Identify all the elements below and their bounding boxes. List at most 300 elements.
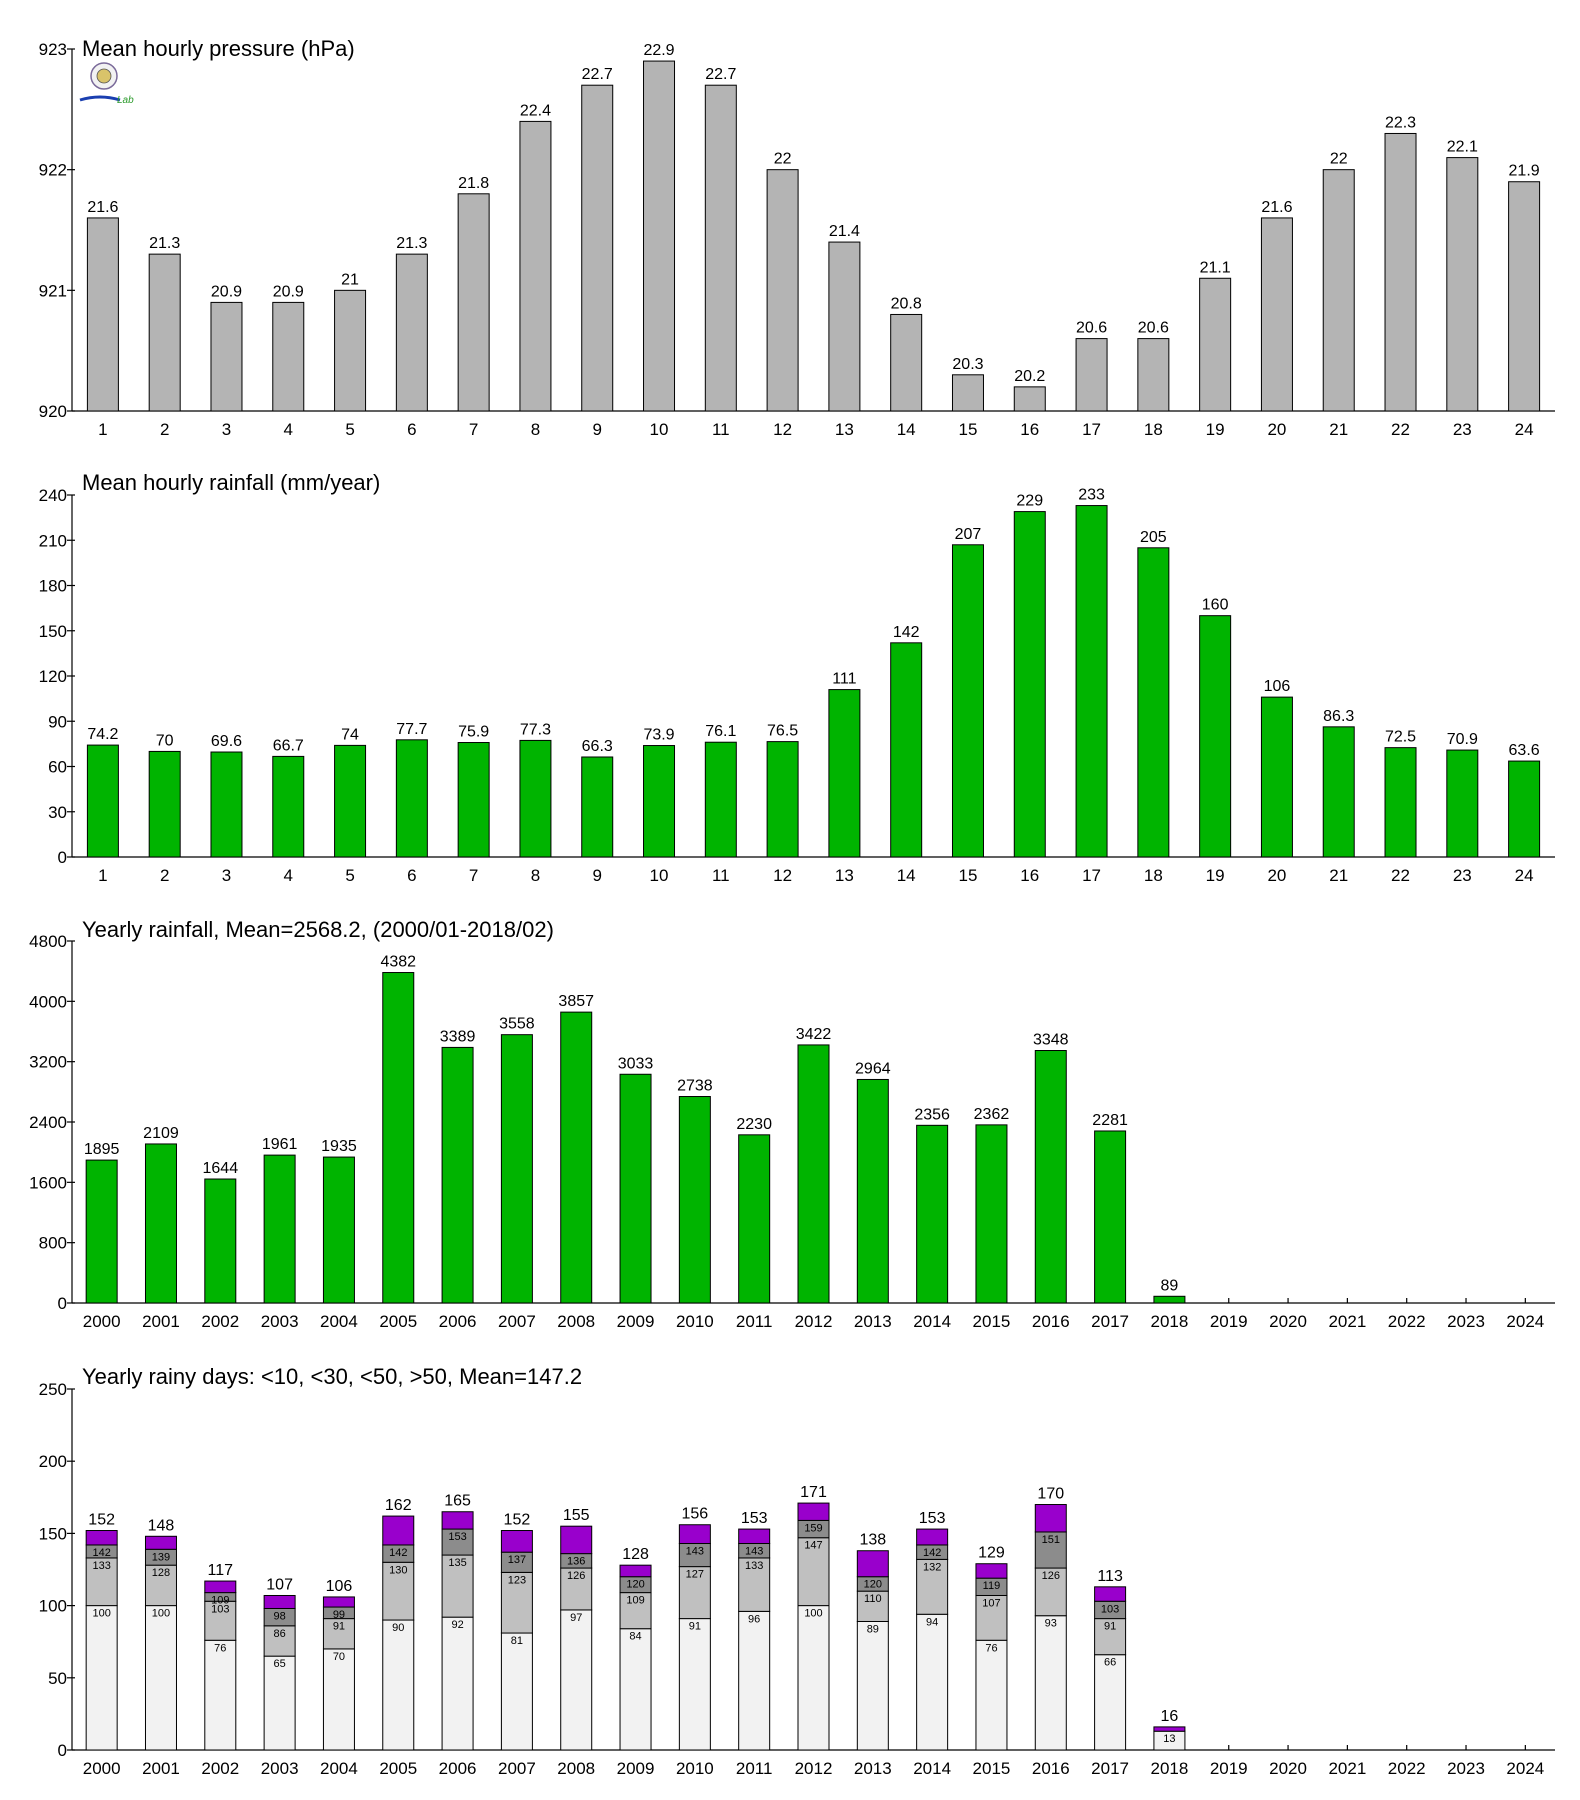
yearly-rain-x-tick-label: 2013 bbox=[853, 1312, 892, 1331]
hourly-rain-bar bbox=[767, 742, 798, 857]
hourly-rain-bar bbox=[335, 745, 366, 857]
hourly-rain-data-label: 76.5 bbox=[767, 722, 799, 740]
yearly-rain-x-tick-label: 2008 bbox=[557, 1312, 596, 1331]
rainy-days-segment-lt10 bbox=[857, 1621, 888, 1750]
rainy-days-segment-label: 76 bbox=[985, 1642, 998, 1655]
hourly-rain-x-tick-label: 3 bbox=[221, 866, 232, 885]
rainy-days-total-label: 152 bbox=[503, 1511, 531, 1529]
pressure-data-label: 22.1 bbox=[1446, 138, 1478, 156]
hourly-rain-x-tick-label: 1 bbox=[98, 866, 108, 885]
pressure-bar bbox=[1385, 133, 1416, 411]
pressure-data-label: 21.1 bbox=[1199, 259, 1231, 277]
rainy-days-x-tick-label: 2005 bbox=[379, 1759, 418, 1778]
rainy-days-segment-gt50 bbox=[145, 1536, 176, 1549]
pressure-data-label: 22.4 bbox=[519, 102, 552, 120]
yearly-rain-y-tick-label: 3200 bbox=[29, 1052, 67, 1072]
rainy-days-x-tick-label: 2023 bbox=[1447, 1759, 1485, 1778]
pressure-bar bbox=[829, 242, 860, 411]
hourly-rain-data-label: 77.7 bbox=[396, 720, 428, 738]
pressure-bar bbox=[149, 254, 180, 411]
rainy-days-segment-label: 76 bbox=[214, 1642, 227, 1655]
hourly-rain-data-label: 106 bbox=[1263, 678, 1291, 696]
hourly-rain-x-tick-label: 7 bbox=[468, 866, 479, 885]
yearly-rain-x-tick-label: 2023 bbox=[1447, 1312, 1485, 1331]
rainy-days-x-tick-label: 2014 bbox=[913, 1759, 952, 1778]
rainy-days-segment-label: 100 bbox=[92, 1607, 111, 1620]
rainy-days-total-label: 162 bbox=[384, 1497, 412, 1515]
rainy-days-segment-lt10 bbox=[1095, 1655, 1126, 1750]
rainy-days-segment-lt10 bbox=[442, 1617, 473, 1750]
yearly-rain-data-label: 4382 bbox=[380, 953, 417, 971]
rainy-days-segment-label: 139 bbox=[151, 1551, 171, 1564]
yearly-rain-bar bbox=[679, 1097, 710, 1303]
rainy-days-segment-label: 90 bbox=[392, 1622, 405, 1635]
rainy-days-segment-lt10 bbox=[561, 1610, 592, 1750]
rainy-days-total-label: 148 bbox=[147, 1517, 175, 1535]
yearly-rain-bar bbox=[857, 1079, 888, 1303]
yearly-rain-x-tick-label: 2004 bbox=[320, 1312, 358, 1331]
rainy-days-x-tick-label: 2003 bbox=[260, 1759, 299, 1778]
hourly-rain-data-label: 63.6 bbox=[1508, 742, 1540, 760]
yearly-rain-data-label: 3033 bbox=[617, 1055, 654, 1073]
pressure-bar bbox=[211, 302, 242, 411]
hourly-rain-bar bbox=[1323, 727, 1354, 857]
rainy-days-segment-gt50 bbox=[917, 1529, 948, 1545]
rainy-days-segment-label: 137 bbox=[507, 1554, 527, 1567]
yearly-rain-bar bbox=[1154, 1296, 1185, 1303]
hourly-rain-y-tick-label: 210 bbox=[38, 531, 67, 551]
yearly-rain-y-tick-label: 2400 bbox=[29, 1113, 67, 1132]
rainy-days-x-tick-label: 2011 bbox=[735, 1759, 773, 1778]
rainy-days-segment-label: 143 bbox=[745, 1545, 764, 1558]
rainy-days-y-tick-label: 200 bbox=[38, 1452, 67, 1472]
rainy-days-y-tick-label: 50 bbox=[48, 1668, 67, 1688]
hourly-rain-y-tick-label: 150 bbox=[38, 621, 67, 641]
rainy-days-segment-gt50 bbox=[501, 1531, 532, 1553]
rainy-days-total-label: 138 bbox=[859, 1531, 887, 1549]
pressure-x-tick-label: 2 bbox=[159, 420, 170, 439]
rainy-days-segment-label: 147 bbox=[804, 1539, 823, 1552]
yearly-rain-x-tick-label: 2015 bbox=[972, 1312, 1011, 1331]
rainy-days-segment-lt10 bbox=[620, 1629, 651, 1750]
hourly-rain-y-tick-label: 0 bbox=[57, 848, 67, 867]
pressure-bar bbox=[767, 170, 798, 411]
pressure-data-label: 20.2 bbox=[1014, 367, 1046, 385]
pressure-chart-title: Mean hourly pressure (hPa) bbox=[82, 36, 355, 61]
hourly-rain-bar bbox=[582, 757, 613, 857]
pressure-data-label: 21.9 bbox=[1508, 162, 1540, 180]
rainy-days-segment-label: 120 bbox=[863, 1578, 882, 1591]
pressure-x-tick-label: 11 bbox=[711, 420, 730, 439]
yearly-rain-x-tick-label: 2024 bbox=[1506, 1312, 1545, 1331]
rainy-days-segment-lt10 bbox=[205, 1640, 236, 1750]
hourly-rain-x-tick-label: 24 bbox=[1514, 866, 1534, 885]
pressure-bar bbox=[1447, 158, 1478, 411]
hourly-rain-bar bbox=[705, 742, 736, 857]
rainy-days-segment-label: 143 bbox=[685, 1545, 705, 1558]
hourly-rain-bar bbox=[458, 743, 489, 857]
hourly-rain-data-label: 73.9 bbox=[643, 726, 675, 744]
yearly-rain-bar bbox=[976, 1125, 1007, 1303]
rainy-days-segment-gt50 bbox=[323, 1597, 354, 1607]
rainy-days-segment-lt10 bbox=[739, 1611, 770, 1750]
hourly-rain-bar bbox=[396, 740, 427, 857]
rainy-days-segment-label: 98 bbox=[273, 1610, 286, 1623]
yearly-rain-x-tick-label: 2007 bbox=[497, 1312, 536, 1331]
rainy-days-segment-label: 66 bbox=[1103, 1656, 1117, 1669]
rainy-days-x-tick-label: 2021 bbox=[1328, 1759, 1367, 1778]
hourly-rain-y-tick-label: 60 bbox=[48, 757, 67, 777]
pressure-data-label: 21.8 bbox=[458, 174, 490, 192]
rainy-days-segment-gt50 bbox=[976, 1564, 1007, 1578]
rainy-days-total-label: 152 bbox=[88, 1511, 116, 1529]
hourly-rain-data-label: 74 bbox=[341, 726, 359, 744]
hourly-rain-y-tick-label: 90 bbox=[48, 712, 67, 732]
yearly-rain-data-label: 3558 bbox=[499, 1015, 535, 1033]
rainy-days-segment-label: 103 bbox=[1100, 1603, 1120, 1616]
rainy-days-segment-gt50 bbox=[857, 1551, 888, 1577]
rainy-days-segment-label: 119 bbox=[982, 1580, 1001, 1593]
hourly-rain-data-label: 229 bbox=[1016, 492, 1044, 510]
rainy-days-segment-lt10 bbox=[1035, 1616, 1066, 1750]
rainy-days-y-tick-label: 250 bbox=[38, 1380, 67, 1399]
pressure-bar bbox=[335, 290, 366, 411]
yearly-rain-data-label: 1961 bbox=[261, 1136, 298, 1154]
pressure-x-tick-label: 12 bbox=[773, 420, 793, 439]
yearly-rain-data-label: 2281 bbox=[1092, 1111, 1128, 1129]
pressure-data-label: 21 bbox=[341, 271, 359, 289]
yearly-rain-bar bbox=[798, 1045, 829, 1303]
rainy-days-segment-gt50 bbox=[1154, 1727, 1185, 1731]
pressure-x-tick-label: 13 bbox=[834, 420, 854, 439]
hourly-rain-data-label: 160 bbox=[1201, 596, 1229, 614]
pressure-x-tick-label: 20 bbox=[1267, 420, 1287, 439]
pressure-bar bbox=[1323, 170, 1354, 411]
rainy-days-segment-label: 142 bbox=[922, 1546, 942, 1559]
rainy-days-segment-label: 86 bbox=[273, 1627, 286, 1640]
yearly-rain-y-tick-label: 4000 bbox=[29, 992, 67, 1012]
pressure-x-tick-label: 19 bbox=[1205, 420, 1225, 439]
rainy-days-segment-gt50 bbox=[264, 1595, 295, 1608]
rainy-days-segment-label: 159 bbox=[804, 1522, 823, 1535]
rainy-days-segment-gt50 bbox=[620, 1565, 651, 1577]
hourly-rain-data-label: 69.6 bbox=[210, 733, 243, 751]
rainy-days-segment-label: 151 bbox=[1041, 1533, 1060, 1546]
yearly-rain-x-tick-label: 2019 bbox=[1209, 1312, 1248, 1331]
yearly-rain-bar bbox=[145, 1144, 176, 1303]
hourly-rain-y-tick-label: 120 bbox=[38, 667, 67, 686]
pressure-data-label: 22.3 bbox=[1384, 114, 1417, 132]
yearly-rain-data-label: 89 bbox=[1160, 1277, 1179, 1295]
yearly-rain-data-label: 1935 bbox=[321, 1138, 357, 1156]
rainy-days-segment-label: 109 bbox=[626, 1594, 645, 1607]
yearly-rainfall-chart bbox=[29, 917, 1555, 1331]
rainy-days-segment-lt10 bbox=[323, 1649, 354, 1750]
rainy-days-total-label: 107 bbox=[266, 1576, 293, 1594]
yearly-rain-bar bbox=[1035, 1051, 1066, 1303]
pressure-x-tick-label: 22 bbox=[1391, 420, 1410, 439]
pressure-y-tick-label: 923 bbox=[38, 40, 67, 59]
rainy-days-segment-gt50 bbox=[561, 1526, 592, 1553]
hourly-rain-bar bbox=[952, 545, 983, 857]
rainy-days-segment-label: 99 bbox=[332, 1609, 346, 1622]
yearly-rain-x-tick-label: 2001 bbox=[142, 1312, 180, 1331]
pressure-x-tick-label: 9 bbox=[592, 420, 602, 439]
pressure-bar bbox=[520, 121, 551, 411]
rainy-days-segment-gt50 bbox=[739, 1529, 770, 1543]
rainy-days-segment-gt50 bbox=[679, 1525, 710, 1544]
hourly-rain-bar bbox=[1014, 512, 1045, 857]
rainy-days-segment-label: 89 bbox=[866, 1623, 879, 1636]
yearly-rain-bar bbox=[205, 1179, 236, 1303]
lab-logo-text: Lab bbox=[117, 95, 134, 106]
pressure-bar bbox=[273, 302, 304, 411]
hourly-rain-data-label: 70.9 bbox=[1446, 731, 1478, 749]
rainy-days-segment-label: 135 bbox=[448, 1557, 467, 1570]
rainy-days-segment-label: 130 bbox=[389, 1564, 408, 1577]
yearly-rain-x-tick-label: 2016 bbox=[1031, 1312, 1070, 1331]
rainy-days-x-tick-label: 2004 bbox=[320, 1759, 358, 1778]
yearly-rain-bar bbox=[442, 1047, 473, 1303]
yearly-rain-x-tick-label: 2012 bbox=[794, 1312, 833, 1331]
pressure-bar bbox=[1509, 182, 1540, 411]
hourly-rain-data-label: 86.3 bbox=[1323, 707, 1355, 725]
pressure-x-tick-label: 6 bbox=[407, 420, 417, 439]
rainy-days-total-label: 113 bbox=[1097, 1567, 1123, 1585]
yearly-rain-y-tick-label: 800 bbox=[38, 1233, 67, 1253]
rainy-days-segment-label: 136 bbox=[567, 1555, 586, 1568]
rainy-days-segment-label: 65 bbox=[273, 1658, 286, 1671]
hourly-rain-x-tick-label: 10 bbox=[649, 866, 669, 885]
hourly-rain-x-tick-label: 14 bbox=[896, 866, 916, 885]
hourly-rain-x-tick-label: 8 bbox=[530, 866, 541, 885]
pressure-data-label: 20.3 bbox=[952, 355, 984, 373]
hourly-rain-data-label: 111 bbox=[832, 670, 857, 688]
pressure-x-tick-label: 8 bbox=[530, 420, 541, 439]
hourly-rain-x-tick-label: 11 bbox=[711, 866, 730, 885]
rainy-days-x-tick-label: 2013 bbox=[853, 1759, 892, 1778]
yearly-rainfall-chart-title: Yearly rainfall, Mean=2568.2, (2000/01-2018/02) bbox=[82, 917, 554, 942]
hourly-rain-x-tick-label: 17 bbox=[1082, 866, 1102, 885]
hourly-rain-x-tick-label: 15 bbox=[958, 866, 978, 885]
pressure-x-tick-label: 16 bbox=[1020, 420, 1040, 439]
rainy-days-total-label: 156 bbox=[681, 1505, 709, 1523]
rainy-days-x-tick-label: 2018 bbox=[1150, 1759, 1189, 1778]
hourly-rain-x-tick-label: 21 bbox=[1329, 866, 1349, 885]
rainy-days-segment-label: 92 bbox=[451, 1619, 464, 1632]
rainy-days-x-tick-label: 2020 bbox=[1269, 1759, 1307, 1778]
hourly-rain-bar bbox=[1447, 750, 1478, 857]
rainy-days-segment-label: 91 bbox=[332, 1620, 346, 1633]
pressure-data-label: 21.6 bbox=[87, 198, 119, 216]
pressure-y-tick-label: 922 bbox=[38, 160, 67, 180]
yearly-rain-data-label: 2230 bbox=[736, 1115, 772, 1133]
rainy-days-segment-lt10 bbox=[917, 1614, 948, 1750]
rainy-days-x-tick-label: 2015 bbox=[972, 1759, 1011, 1778]
rainy-days-chart-title: Yearly rainy days: <10, <30, <50, >50, Mean=147.2 bbox=[82, 1364, 583, 1389]
rainy-days-segment-label: 142 bbox=[389, 1546, 408, 1559]
hourly-rain-bar bbox=[520, 740, 551, 857]
rainy-days-segment-label: 128 bbox=[151, 1567, 171, 1580]
hourly-rain-y-tick-label: 240 bbox=[38, 486, 67, 505]
pressure-y-tick-label: 921 bbox=[38, 281, 67, 301]
pressure-bar bbox=[952, 375, 983, 411]
rainy-days-total-label: 153 bbox=[918, 1510, 946, 1528]
pressure-x-tick-label: 4 bbox=[283, 420, 294, 439]
hourly-rain-bar bbox=[1200, 616, 1231, 857]
pressure-bar bbox=[582, 85, 613, 411]
rainy-days-y-tick-label: 150 bbox=[38, 1524, 67, 1544]
rainy-days-x-tick-label: 2002 bbox=[201, 1759, 240, 1778]
pressure-x-tick-label: 14 bbox=[896, 420, 916, 439]
rainy-days-x-tick-label: 2006 bbox=[438, 1759, 477, 1778]
rainy-days-segment-gt50 bbox=[383, 1516, 414, 1545]
hourly-rain-x-tick-label: 4 bbox=[283, 866, 294, 885]
rainy-days-segment-label: 120 bbox=[626, 1578, 645, 1591]
yearly-rain-bar bbox=[561, 1012, 592, 1303]
yearly-rain-x-tick-label: 2006 bbox=[438, 1312, 477, 1331]
hourly-rain-x-tick-label: 2 bbox=[159, 866, 170, 885]
yearly-rain-bar bbox=[917, 1125, 948, 1303]
rainy-days-segment-label: 133 bbox=[92, 1559, 111, 1572]
pressure-bar bbox=[705, 85, 736, 411]
yearly-rain-data-label: 2964 bbox=[855, 1060, 891, 1078]
hourly-rain-data-label: 75.9 bbox=[458, 723, 490, 741]
pressure-bar bbox=[644, 61, 675, 411]
hourly-rain-bar bbox=[1509, 761, 1540, 857]
yearly-rain-y-tick-label: 4800 bbox=[29, 932, 67, 951]
pressure-data-label: 22.7 bbox=[705, 66, 737, 84]
hourly-rain-y-tick-label: 30 bbox=[48, 802, 67, 822]
yearly-rain-data-label: 2109 bbox=[143, 1124, 179, 1142]
rainy-days-x-tick-label: 2022 bbox=[1387, 1759, 1426, 1778]
rainy-days-segment-gt50 bbox=[86, 1531, 117, 1545]
rainy-days-total-label: 170 bbox=[1037, 1485, 1065, 1503]
rainy-days-segment-lt10 bbox=[264, 1656, 295, 1750]
rainy-days-segment-gt50 bbox=[798, 1503, 829, 1520]
rainy-days-segment-label: 91 bbox=[688, 1620, 701, 1633]
pressure-bar bbox=[1076, 339, 1107, 411]
rainy-days-segment-label: 13 bbox=[1163, 1733, 1176, 1746]
hourly-rain-x-tick-label: 20 bbox=[1267, 866, 1287, 885]
hourly-rain-x-tick-label: 19 bbox=[1205, 866, 1225, 885]
hourly-rain-data-label: 66.7 bbox=[272, 737, 304, 755]
pressure-data-label: 22.9 bbox=[643, 42, 675, 60]
pressure-bar bbox=[1200, 278, 1231, 411]
pressure-x-tick-label: 3 bbox=[221, 420, 232, 439]
pressure-bar bbox=[1014, 387, 1045, 411]
pressure-data-label: 21.3 bbox=[149, 235, 181, 253]
hourly-rain-bar bbox=[644, 746, 675, 857]
hourly-rain-x-tick-label: 12 bbox=[773, 866, 793, 885]
yearly-rain-x-tick-label: 2011 bbox=[735, 1312, 773, 1331]
rainy-days-x-tick-label: 2024 bbox=[1506, 1759, 1545, 1778]
rainy-days-segment-label: 142 bbox=[92, 1546, 111, 1559]
hourly-rain-bar bbox=[1261, 697, 1292, 857]
rainy-days-segment-label: 126 bbox=[567, 1570, 586, 1583]
pressure-x-tick-label: 18 bbox=[1143, 420, 1163, 439]
rainy-days-segment-label: 103 bbox=[211, 1603, 230, 1616]
yearly-rain-x-tick-label: 2014 bbox=[913, 1312, 952, 1331]
yearly-rain-x-tick-label: 2021 bbox=[1328, 1312, 1367, 1331]
yearly-rain-x-tick-label: 2002 bbox=[201, 1312, 240, 1331]
pressure-x-tick-label: 17 bbox=[1082, 420, 1102, 439]
pressure-bar bbox=[396, 254, 427, 411]
hourly-rain-data-label: 74.2 bbox=[87, 726, 119, 744]
rainy-days-segment-gt50 bbox=[442, 1512, 473, 1529]
pressure-x-tick-label: 21 bbox=[1329, 420, 1349, 439]
pressure-x-tick-label: 10 bbox=[649, 420, 669, 439]
yearly-rain-x-tick-label: 2020 bbox=[1269, 1312, 1307, 1331]
pressure-data-label: 21.6 bbox=[1261, 198, 1293, 216]
pressure-data-label: 20.6 bbox=[1137, 319, 1169, 337]
rainy-days-segment-label: 123 bbox=[507, 1574, 527, 1587]
pressure-data-label: 21.3 bbox=[396, 235, 428, 253]
rainy-days-segment-label: 97 bbox=[570, 1611, 583, 1624]
pressure-bar bbox=[458, 194, 489, 411]
pressure-x-tick-label: 15 bbox=[958, 420, 978, 439]
rainy-days-total-label: 129 bbox=[978, 1544, 1005, 1562]
rainy-days-segment-label: 70 bbox=[332, 1650, 346, 1663]
pressure-bar bbox=[87, 218, 118, 411]
yearly-rain-data-label: 2362 bbox=[973, 1105, 1010, 1123]
rainy-days-x-tick-label: 2010 bbox=[675, 1759, 714, 1778]
rainy-days-x-tick-label: 2017 bbox=[1091, 1759, 1130, 1778]
rainy-days-segment-label: 109 bbox=[211, 1594, 230, 1607]
hourly-rain-bar bbox=[87, 745, 118, 857]
rainy-days-x-tick-label: 2016 bbox=[1031, 1759, 1070, 1778]
hourly-rain-bar bbox=[149, 751, 180, 857]
hourly-rain-data-label: 72.5 bbox=[1384, 728, 1417, 746]
rainy-days-y-tick-label: 100 bbox=[38, 1596, 67, 1616]
hourly-rainfall-chart bbox=[39, 470, 1555, 885]
hourly-rain-x-tick-label: 5 bbox=[345, 866, 355, 885]
rainy-days-segment-lt10 bbox=[679, 1619, 710, 1750]
yearly-rain-x-tick-label: 2003 bbox=[260, 1312, 299, 1331]
rainy-days-segment-label: 93 bbox=[1044, 1617, 1057, 1630]
pressure-x-tick-label: 5 bbox=[345, 420, 355, 439]
rainy-days-segment-lt10 bbox=[798, 1606, 829, 1750]
hourly-rain-data-label: 77.3 bbox=[519, 721, 552, 739]
hourly-rain-bar bbox=[891, 643, 922, 857]
rainy-days-segment-gt50 bbox=[1035, 1505, 1066, 1532]
yearly-rain-data-label: 3857 bbox=[558, 993, 595, 1011]
rainy-days-x-tick-label: 2001 bbox=[142, 1759, 180, 1778]
rainy-days-total-label: 155 bbox=[562, 1507, 590, 1525]
pressure-data-label: 20.9 bbox=[210, 283, 243, 301]
yearly-rain-x-tick-label: 2010 bbox=[675, 1312, 714, 1331]
lab-logo-icon bbox=[80, 63, 134, 106]
hourly-rain-data-label: 205 bbox=[1140, 528, 1167, 546]
yearly-rain-x-tick-label: 2005 bbox=[379, 1312, 418, 1331]
rainy-days-segment-lt10 bbox=[976, 1640, 1007, 1750]
hourly-rain-x-tick-label: 23 bbox=[1452, 866, 1472, 885]
rainy-days-x-tick-label: 2008 bbox=[557, 1759, 596, 1778]
pressure-y-tick-label: 920 bbox=[38, 402, 67, 421]
yearly-rain-bar bbox=[264, 1155, 295, 1303]
hourly-rain-bar bbox=[829, 690, 860, 857]
pressure-data-label: 20.6 bbox=[1075, 319, 1108, 337]
rainy-days-segment-label: 153 bbox=[448, 1531, 467, 1544]
hourly-rain-bar bbox=[273, 756, 304, 857]
pressure-x-tick-label: 23 bbox=[1452, 420, 1472, 439]
yearly-rain-y-tick-label: 0 bbox=[57, 1294, 67, 1313]
rainy-days-segment-lt10 bbox=[501, 1633, 532, 1750]
rainy-days-segment-label: 84 bbox=[629, 1630, 642, 1643]
rainy-days-total-label: 16 bbox=[1160, 1707, 1179, 1725]
rainy-days-x-tick-label: 2012 bbox=[794, 1759, 833, 1778]
pressure-bar bbox=[1261, 218, 1292, 411]
